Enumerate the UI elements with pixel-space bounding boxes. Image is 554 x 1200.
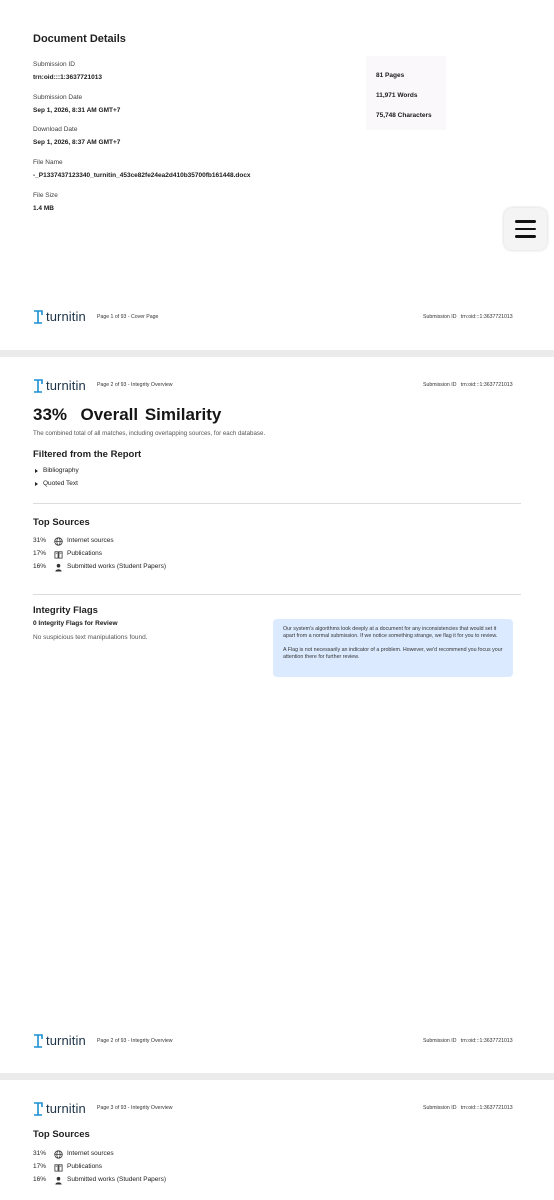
globe-icon — [54, 537, 63, 546]
filter-item-label: Bibliography — [43, 467, 79, 474]
similarity-description: The combined total of all matches, including overlapping sources, for each database. — [33, 430, 266, 437]
globe-icon — [54, 1150, 63, 1159]
download-date-label: Download Date — [33, 126, 78, 133]
page-indicator: Page 2 of 93 - Integrity Overview — [97, 382, 173, 388]
source-label: Internet sources — [67, 537, 114, 544]
words-stat: 11,971 Words — [376, 92, 418, 99]
file-size-label: File Size — [33, 192, 58, 199]
turnitin-logo — [33, 378, 86, 393]
source-pct: 31% — [33, 1150, 47, 1157]
logo-text: turnitin — [46, 378, 86, 393]
person-icon — [54, 1176, 63, 1185]
source-label: Publications — [67, 1163, 103, 1170]
submission-id-value: trn:oid:::1:3637721013 — [33, 74, 102, 81]
download-date-value: Sep 1, 2026, 8:37 AM GMT+7 — [33, 139, 121, 146]
filter-item-bibliography[interactable] — [35, 467, 79, 474]
file-name-label: File Name — [33, 159, 63, 166]
submission-id-footer: Submission ID trn:oid:::1:3637721013 — [423, 314, 513, 320]
source-label: Submitted works (Student Papers) — [67, 1176, 166, 1183]
top-sources-heading: Top Sources — [33, 1129, 90, 1140]
cover-page — [0, 0, 554, 350]
integrity-info-box — [273, 619, 513, 677]
page-indicator: Page 2 of 93 - Integrity Overview — [97, 1038, 173, 1044]
turnitin-logo — [33, 1101, 86, 1116]
top-sources-heading: Top Sources — [33, 517, 90, 528]
source-label: Internet sources — [67, 1150, 114, 1157]
book-icon — [54, 1163, 63, 1172]
integrity-overview-page — [0, 357, 554, 1073]
submission-id-label: Submission ID — [33, 61, 75, 68]
source-pct: 16% — [33, 1176, 47, 1183]
overall-similarity-title: 33% Overall Similarity — [33, 405, 222, 424]
submission-id-header: Submission ID trn:oid:::1:3637721013 — [423, 382, 513, 388]
integrity-flags-count: 0 Integrity Flags for Review — [33, 620, 118, 627]
caret-right-icon — [35, 482, 38, 486]
turnitin-mark-icon — [33, 310, 43, 324]
pages-stat: 81 Pages — [376, 72, 405, 79]
turnitin-logo — [33, 309, 86, 324]
source-pct: 17% — [33, 550, 47, 557]
filter-item-quoted-text[interactable] — [35, 480, 78, 487]
hamburger-menu-button[interactable] — [504, 208, 547, 250]
turnitin-mark-icon — [33, 1102, 43, 1116]
source-label: Publications — [67, 550, 103, 557]
caret-right-icon — [35, 469, 38, 473]
turnitin-mark-icon — [33, 1034, 43, 1048]
divider — [33, 503, 521, 504]
page-indicator: Page 1 of 93 - Cover Page — [97, 314, 159, 320]
turnitin-mark-icon — [33, 379, 43, 393]
file-name-value: -_P1337437123340_turnitin_453ce82fe24ea2d410b35700fb161448.docx — [33, 172, 251, 179]
source-label: Submitted works (Student Papers) — [67, 563, 166, 570]
logo-text: turnitin — [46, 1033, 86, 1048]
logo-text: turnitin — [46, 1101, 86, 1116]
source-pct: 17% — [33, 1163, 47, 1170]
no-suspicious-text: No suspicious text manipulations found. — [33, 634, 148, 641]
menu-bar — [515, 220, 536, 223]
filter-item-label: Quoted Text — [43, 480, 78, 487]
filtered-heading: Filtered from the Report — [33, 449, 142, 460]
submission-id-header: Submission ID trn:oid:::1:3637721013 — [423, 1105, 513, 1111]
characters-stat: 75,748 Characters — [376, 112, 432, 119]
person-icon — [54, 563, 63, 572]
file-size-value: 1.4 MB — [33, 205, 54, 212]
divider — [33, 594, 521, 595]
integrity-overview-page-3 — [0, 1080, 554, 1200]
info-paragraph-2: A Flag is not necessarily an indicator of a problem. However, we'd recommend you focus your attention there for further review. — [283, 646, 503, 661]
submission-date-label: Submission Date — [33, 94, 83, 101]
menu-bar — [515, 235, 536, 238]
info-paragraph-1: Our system's algorithms look deeply at a document for any inconsistencies that would set it apart from a normal submission. If we notice something strange, we flag it for you to review. — [283, 626, 498, 640]
submission-id-footer: Submission ID trn:oid:::1:3637721013 — [423, 1038, 513, 1044]
menu-bar — [515, 228, 536, 231]
integrity-flags-heading: Integrity Flags — [33, 605, 98, 616]
submission-date-value: Sep 1, 2026, 8:31 AM GMT+7 — [33, 107, 121, 114]
document-stats-box — [366, 56, 446, 130]
turnitin-logo — [33, 1033, 86, 1048]
source-pct: 16% — [33, 563, 47, 570]
source-pct: 31% — [33, 537, 47, 544]
page-indicator: Page 3 of 93 - Integrity Overview — [97, 1105, 173, 1111]
logo-text: turnitin — [46, 309, 86, 324]
document-details-heading: Document Details — [33, 33, 126, 45]
book-icon — [54, 550, 63, 559]
